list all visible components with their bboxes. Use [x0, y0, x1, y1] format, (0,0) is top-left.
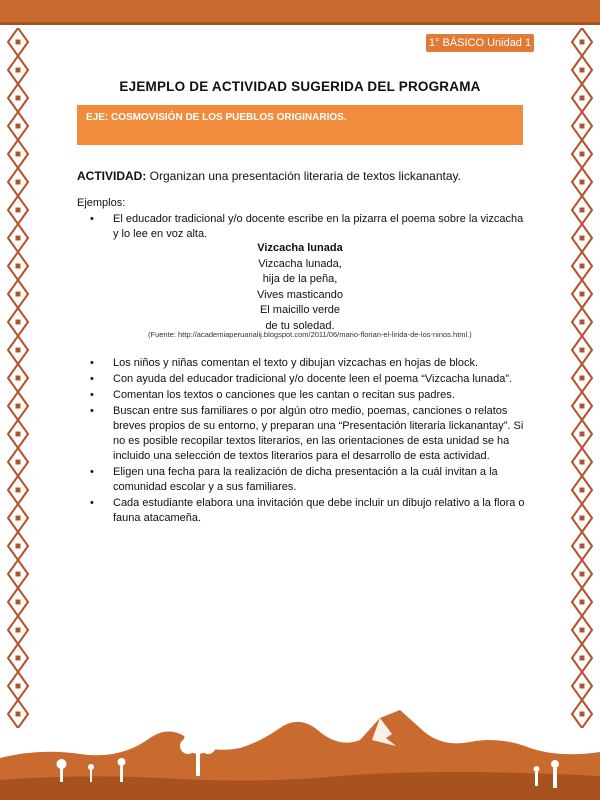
ornament-dot [16, 516, 21, 521]
list-item: • Con ayuda del educador tradicional y/o docente leen el poema “Vizcacha lunada”. [88, 372, 528, 387]
list-item: • Comentan los textos o canciones que les cantan o recitan sus padres. [88, 388, 528, 403]
ornament-dot [16, 264, 21, 269]
ornament-dot [580, 40, 585, 45]
activity-line [77, 169, 461, 183]
ornament-dot [580, 544, 585, 549]
list-item: • Buscan entre sus familiares o por algún otro medio, poemas, canciones o relatos breves propios de su entorno, y preparan una “Presentación literaria lickanantay”. Si no es posible recopilar textos literarios, en las orientaciones de esta unidad se ha incluido una selección de textos literarios para el desarrollo de esta actividad. [88, 404, 528, 464]
poem-title: Vizcacha lunada [257, 242, 343, 254]
ornament-dot [16, 152, 21, 157]
ornament-dot [580, 628, 585, 633]
ornament-dot [16, 208, 21, 213]
ornament-dot [580, 656, 585, 661]
ornament-dot [16, 656, 21, 661]
ornament-dot [580, 516, 585, 521]
ornament-dot [16, 488, 21, 493]
grade-badge: 1° BÁSICO Unidad 1 [426, 34, 534, 52]
ornament-dot [580, 432, 585, 437]
ornament-dot [580, 152, 585, 157]
poem-source: (Fuente: http://academiaperuanalij.blogspot.com/2011/06/mario-florian-el-lirida-de-los-ninos.html.) [148, 330, 472, 339]
activity-bullet-list [88, 356, 528, 527]
ornament-dot [16, 572, 21, 577]
ornament-dot [16, 348, 21, 353]
activity-text: Organizan una presentación literaria de textos lickanantay. [149, 169, 461, 183]
ornament-dot [16, 404, 21, 409]
poem-line: Vives masticando [256, 288, 343, 301]
ornament-dot [580, 404, 585, 409]
right-ornament-border [571, 28, 593, 728]
list-item: • El educador tradicional y/o docente escribe en la pizarra el poema sobre la vizcacha y lo lee en voz alta. [88, 212, 528, 242]
ornament-dot [16, 460, 21, 465]
intro-bullet-list [88, 212, 528, 243]
ornament-dot [580, 460, 585, 465]
list-item: • Eligen una fecha para la realización de dicha presentación a la cuál invitan a la comunidad escolar y a sus familiares. [88, 465, 528, 495]
ornament-dot [580, 264, 585, 269]
ornament-dot [16, 544, 21, 549]
ornament-dot [16, 180, 21, 185]
poem-line: El maicillo verde [259, 304, 341, 316]
ornament-dot [16, 432, 21, 437]
ornament-dot [580, 236, 585, 241]
ornament-dot [16, 40, 21, 45]
ornament-dot [16, 292, 21, 297]
ornament-dot [16, 376, 21, 381]
ornament-dot [16, 124, 21, 129]
ornament-dot [580, 292, 585, 297]
ornament-dot [580, 600, 585, 605]
ornament-dot [580, 68, 585, 73]
ornament-dot [580, 208, 585, 213]
ornament-dot [16, 628, 21, 633]
ornament-dot [16, 68, 21, 73]
poem [180, 241, 420, 334]
poem-line: Vizcacha lunada, [258, 257, 342, 270]
activity-label: ACTIVIDAD: [77, 169, 147, 183]
ornament-dot [16, 96, 21, 101]
ornament-dot [16, 600, 21, 605]
top-band [0, 0, 600, 25]
ornament-dot [580, 320, 585, 325]
eje-label: EJE: COSMOVISIÓN DE LOS PUEBLOS ORIGINARIOS. [86, 112, 347, 123]
left-ornament-border [7, 28, 29, 728]
ornament-dot [580, 376, 585, 381]
ornament-dot [580, 348, 585, 353]
landscape-illustration [0, 688, 600, 800]
list-item: • Los niños y niñas comentan el texto y dibujan vizcachas en hojas de block. [88, 356, 528, 371]
page-title: EJEMPLO DE ACTIVIDAD SUGERIDA DEL PROGRAMA [119, 79, 481, 94]
ornament-dot [16, 320, 21, 325]
ornament-dot [16, 236, 21, 241]
ornament-dot [580, 488, 585, 493]
poem-line: de tu soledad. [265, 319, 335, 332]
ornament-dot [580, 180, 585, 185]
examples-label: Ejemplos: [77, 197, 126, 209]
eje-banner [77, 105, 523, 145]
poem-line: hija de la peña, [262, 273, 338, 285]
list-item: • Cada estudiante elabora una invitación que debe incluir un dibujo relativo a la flora o fauna atacameña. [88, 496, 528, 526]
ornament-dot [580, 96, 585, 101]
ornament-dot [580, 124, 585, 129]
ornament-dot [580, 572, 585, 577]
